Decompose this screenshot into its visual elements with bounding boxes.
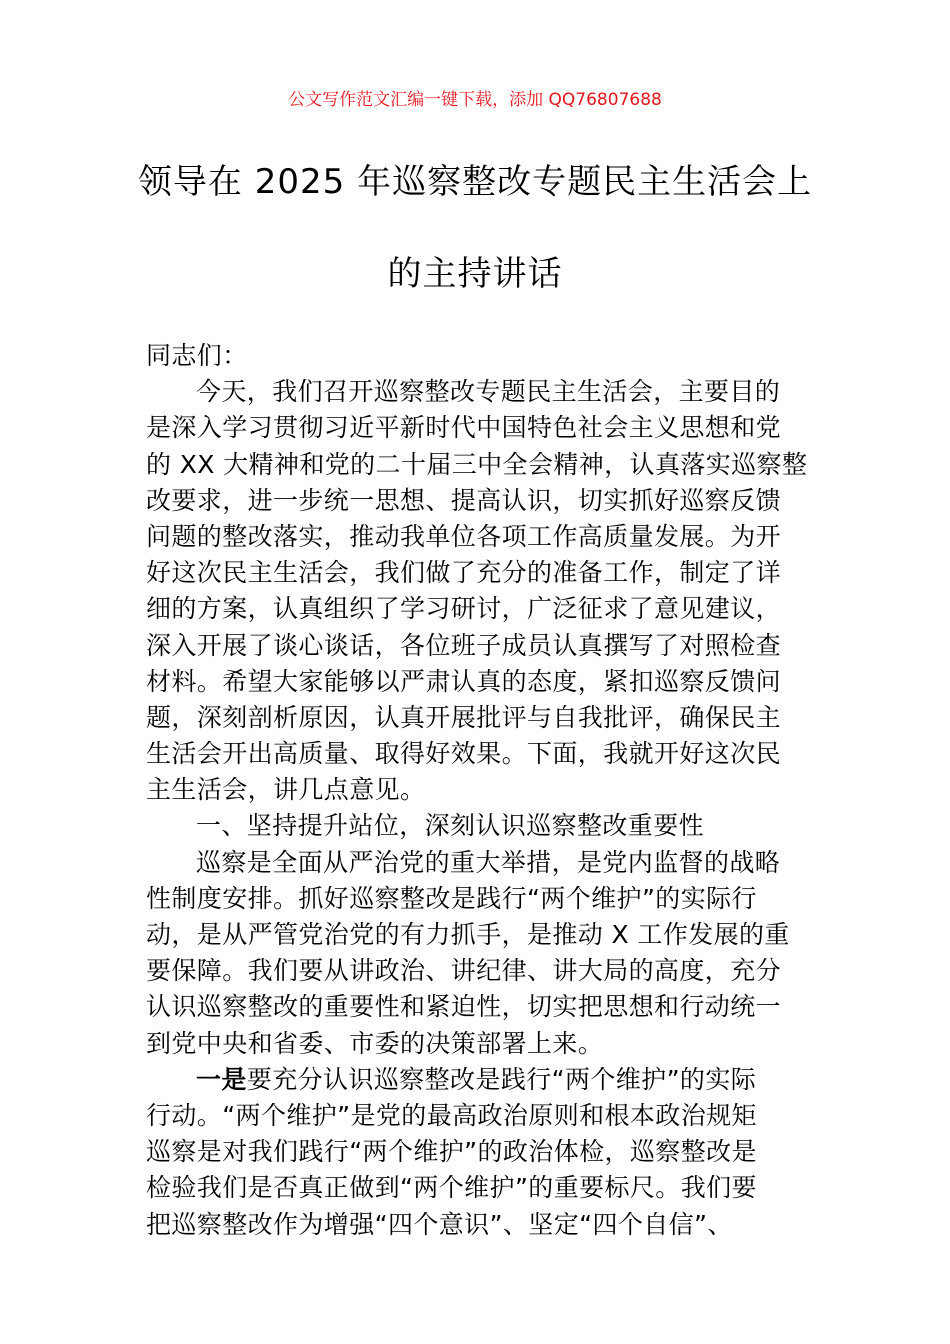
- point-lead-bold: 一是: [196, 1064, 247, 1094]
- paragraph-line: 生活会开出高质量、取得好效果。下面，我就开好这次民: [146, 739, 782, 769]
- paragraph-line: 主生活会，讲几点意见。: [146, 775, 426, 805]
- section-heading: 一、坚持提升站位，深刻认识巡察整改重要性: [196, 811, 705, 841]
- paragraph-line: 巡察是对我们践行“两个维护”的政治体检，巡察整改是: [146, 1137, 757, 1167]
- document-body: [146, 338, 810, 1243]
- paragraph-line: 好这次民主生活会，我们做了充分的准备工作，制定了详: [146, 558, 782, 588]
- paragraph-line: 的 XX 大精神和党的二十届三中全会精神，认真落实巡察整: [146, 449, 808, 479]
- paragraph-line: 检验我们是否真正做到“两个维护”的重要标尺。我们要: [146, 1173, 757, 1203]
- paragraph-line: 今天，我们召开巡察整改专题民主生活会，主要目的: [196, 377, 781, 407]
- paragraph-line: 性制度安排。抓好巡察整改是践行“两个维护”的实际行: [146, 883, 757, 913]
- paragraph-line: 问题的整改落实，推动我单位各项工作高质量发展。为开: [146, 521, 782, 551]
- paragraph-line: 把巡察整改作为增强“四个意识”、坚定“四个自信”、: [146, 1209, 733, 1239]
- point-text: 要充分认识巡察整改是践行“两个维护”的实际: [246, 1064, 757, 1094]
- paragraph-line: 材料。希望大家能够以严肃认真的态度，紧扣巡察反馈问: [146, 666, 782, 696]
- download-promo-note: 公文写作范文汇编一键下载，添加 QQ76807688: [288, 90, 662, 110]
- paragraph-line: 行动。“两个维护”是党的最高政治原则和根本政治规矩: [146, 1100, 757, 1130]
- salutation: 同志们：: [146, 341, 248, 370]
- paragraph-line: 认识巡察整改的重要性和紧迫性，切实把思想和行动统一: [146, 992, 782, 1022]
- document-title-line-2: 的主持讲话: [387, 254, 563, 294]
- paragraph-line: [146, 1062, 810, 1098]
- paragraph-line: 改要求，进一步统一思想、提高认识，切实抓好巡察反馈: [146, 485, 782, 515]
- paragraph-line: 到党中央和省委、市委的决策部署上来。: [146, 1028, 604, 1058]
- paragraph-line: 深入开展了谈心谈话，各位班子成员认真撰写了对照检查: [146, 630, 782, 660]
- paragraph-line: 细的方案，认真组织了学习研讨，广泛征求了意见建议，: [146, 594, 782, 624]
- document-title-line-1: 领导在 2025 年巡察整改专题民主生活会上: [137, 162, 813, 202]
- paragraph-line: 巡察是全面从严治党的重大举措，是党内监督的战略: [196, 847, 781, 877]
- paragraph-line: 是深入学习贯彻习近平新时代中国特色社会主义思想和党: [146, 413, 782, 443]
- paragraph-line: 要保障。我们要从讲政治、讲纪律、讲大局的高度，充分: [146, 956, 782, 986]
- paragraph-line: 题，深刻剖析原因，认真开展批评与自我批评，确保民主: [146, 702, 782, 732]
- paragraph-line: 动，是从严管党治党的有力抓手，是推动 X 工作发展的重: [146, 920, 790, 949]
